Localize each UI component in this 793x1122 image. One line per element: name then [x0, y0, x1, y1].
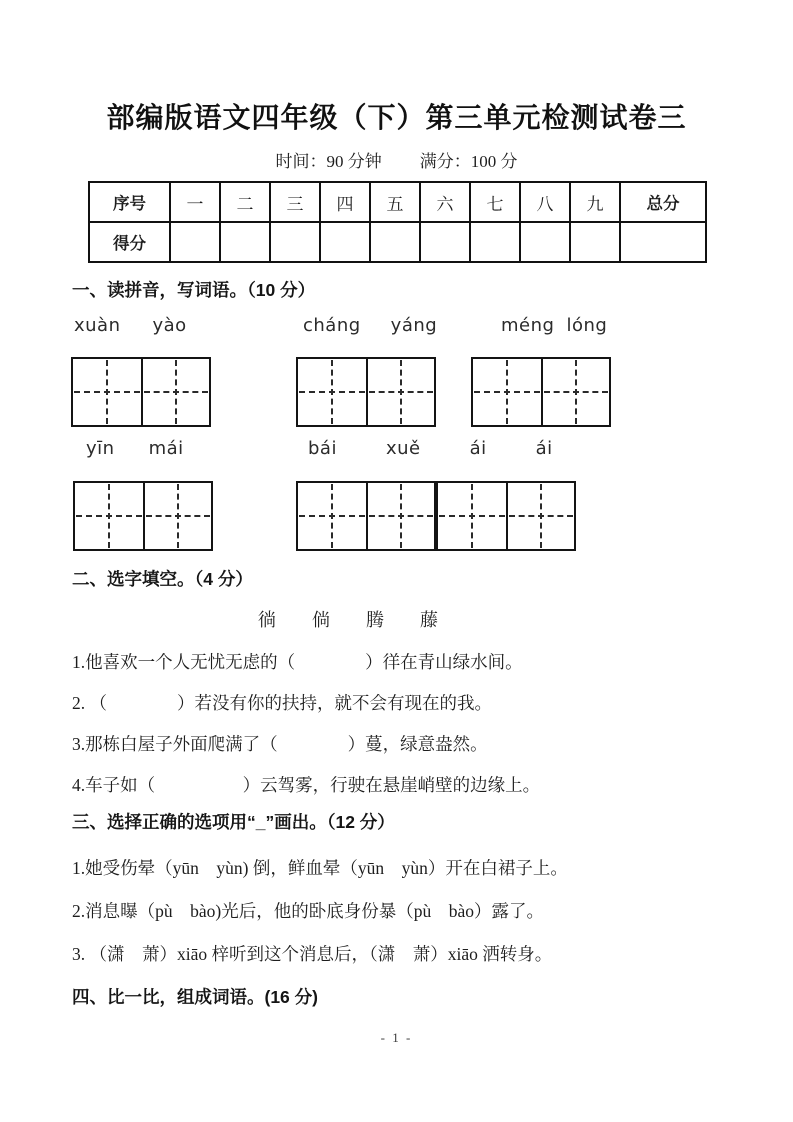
pinyin-group [501, 315, 607, 336]
writing-box [366, 483, 434, 549]
score-table-header-cell: 七 [470, 182, 520, 222]
score-table-header-cell: 五 [370, 182, 420, 222]
character-option: 倘 [312, 610, 330, 630]
pinyin-word: cháng [303, 315, 361, 336]
pinyin-word: yào [152, 315, 187, 336]
pinyin-word: bái [308, 438, 337, 459]
character-options [258, 606, 438, 632]
score-table-header-cell: 八 [520, 182, 570, 222]
writing-box [438, 483, 506, 549]
pinyin-group [303, 315, 437, 336]
character-option: 徜 [258, 610, 276, 630]
page-title: 部编版语文四年级（下）第三单元检测试卷三 [106, 103, 687, 134]
writing-grid-group [436, 481, 576, 551]
score-table [88, 181, 707, 263]
score-cell [520, 222, 570, 262]
pinyin-word: xuàn [74, 315, 121, 336]
score-cell [220, 222, 270, 262]
writing-box [298, 483, 366, 549]
exam-full-score: 满分：100 分 [419, 152, 518, 171]
writing-box [366, 359, 434, 425]
score-table-header-cell: 总分 [620, 182, 706, 222]
score-table-header-cell: 序号 [89, 182, 170, 222]
pinyin-word: lóng [566, 315, 608, 336]
pinyin-group [308, 438, 553, 459]
section2-heading: 二、选字填空。（4 分） [72, 569, 253, 589]
exam-time: 时间：90 分钟 [275, 152, 382, 171]
score-cell [270, 222, 320, 262]
fill-blank-sentence: 4.车子如（ ）云驾雾，行驶在悬崖峭壁的边缘上。 [72, 775, 541, 795]
choice-sentence: 3. （潇 萧）xiāo 梓听到这个消息后，（潇 萧）xiāo 洒转身。 [72, 944, 553, 964]
choice-sentence: 2.消息曝（pù bào)光后，他的卧底身份暴（pù bào）露了。 [72, 901, 544, 921]
pinyin-word: xuě [385, 438, 421, 459]
score-cell [320, 222, 370, 262]
writing-grid-group [73, 481, 213, 551]
writing-box [143, 483, 211, 549]
character-option: 藤 [420, 610, 438, 630]
score-table-header-cell: 三 [270, 182, 320, 222]
pinyin-word: yáng [390, 315, 438, 336]
score-cell [420, 222, 470, 262]
writing-box [541, 359, 609, 425]
writing-box [473, 359, 541, 425]
fill-blank-sentence: 3.那栋白屋子外面爬满了（ ）蔓，绿意盎然。 [72, 734, 488, 754]
score-table-header-cell: 二 [220, 182, 270, 222]
score-table-header-cell: 一 [170, 182, 220, 222]
writing-box [75, 483, 143, 549]
exam-meta [0, 147, 793, 172]
fill-blank-sentence: 1.他喜欢一个人无忧无虑的（ ）徉在青山绿水间。 [72, 652, 523, 672]
choice-sentence: 1.她受伤晕（yūn yùn) 倒，鲜血晕（yūn yùn）开在白裙子上。 [72, 858, 568, 878]
score-table-header-cell: 四 [320, 182, 370, 222]
section3-heading: 三、选择正确的选项用“_”画出。（12 分） [72, 812, 395, 832]
pinyin-word: ái [535, 438, 553, 459]
writing-grid-group [71, 357, 211, 427]
writing-box [506, 483, 574, 549]
page-number: - 1 - [380, 1030, 413, 1045]
fill-blank-sentence: 2. （ ）若没有你的扶持，就不会有现在的我。 [72, 693, 492, 713]
score-row-label: 得分 [89, 222, 170, 262]
writing-grid-group [296, 357, 436, 427]
score-cell [470, 222, 520, 262]
score-cell [570, 222, 620, 262]
pinyin-word: méng [501, 315, 555, 336]
writing-box [73, 359, 141, 425]
section1-heading: 一、读拼音，写词语。（10 分） [72, 280, 316, 300]
pinyin-word: mái [148, 438, 184, 459]
writing-box [298, 359, 366, 425]
section4-heading: 四、比一比，组成词语。(16 分) [72, 987, 318, 1007]
pinyin-word: yīn [86, 438, 115, 459]
writing-box [141, 359, 209, 425]
writing-grid-group [471, 357, 611, 427]
pinyin-group [86, 438, 184, 459]
pinyin-word: ái [469, 438, 487, 459]
score-table-header-row [89, 182, 706, 222]
score-cell [370, 222, 420, 262]
pinyin-group [74, 315, 187, 336]
score-cell [620, 222, 706, 262]
writing-grid-group [296, 481, 436, 551]
score-cell [170, 222, 220, 262]
score-table-header-cell: 六 [420, 182, 470, 222]
score-table-score-row [89, 222, 706, 262]
character-option: 腾 [366, 610, 384, 630]
score-table-header-cell: 九 [570, 182, 620, 222]
